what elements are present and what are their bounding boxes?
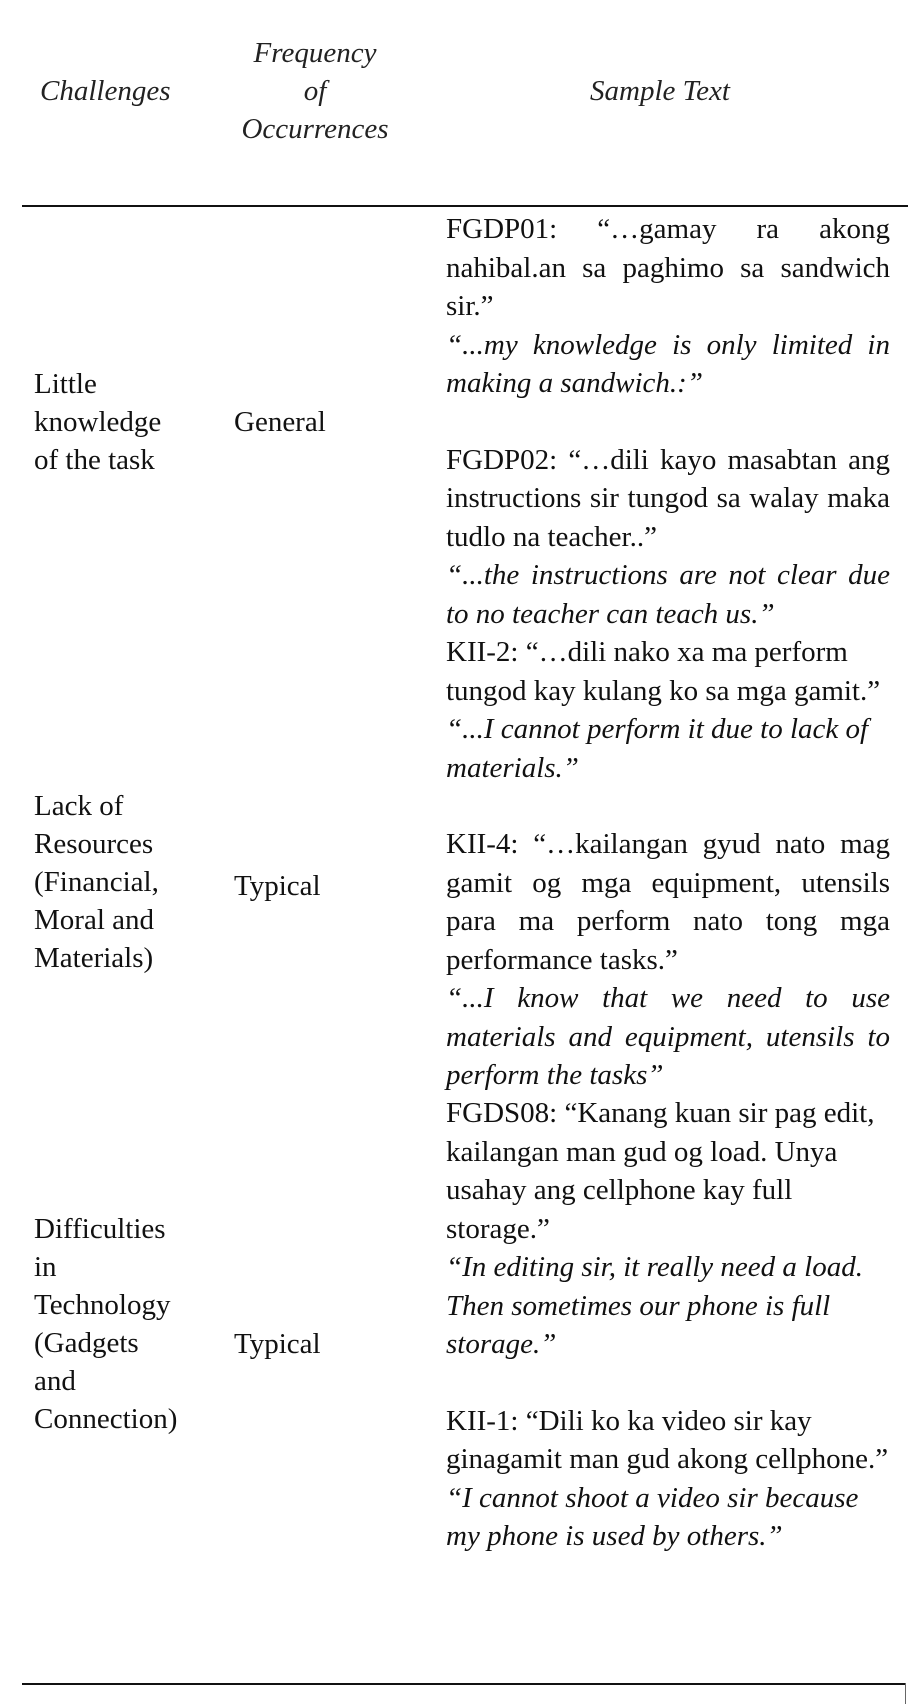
quote-translation: “...I know that we need to use materials and equipment, utensils to perform the tasks” <box>446 982 890 1091</box>
row-2-sample-text <box>446 633 890 1095</box>
challenge-line: Lack of <box>34 790 124 822</box>
row-1-frequency: General <box>234 406 326 438</box>
challenge-line: Materials) <box>34 942 154 974</box>
column-header-frequency-line: of <box>303 75 327 107</box>
challenge-line: Difficulties <box>34 1213 166 1245</box>
quote-original: FGDS08: “Kanang kuan sir pag edit, kailangan man gud og load. Unya usahay ang cellphone kay full storage.” <box>446 1097 875 1245</box>
challenge-line: Moral and <box>34 904 154 936</box>
header-rule <box>22 205 908 207</box>
challenge-line: knowledge <box>34 406 162 438</box>
row-2-challenge <box>34 787 224 977</box>
challenge-line: in <box>34 1251 57 1283</box>
column-header-frequency <box>222 34 408 148</box>
table-edge-rule <box>905 1683 906 1704</box>
row-1-challenge <box>34 365 224 479</box>
quote-translation: “I cannot shoot a video sir because my phone is used by others.” <box>446 1481 859 1552</box>
column-header-sample-text: Sample Text <box>590 75 730 107</box>
row-3-sample-text <box>446 1094 890 1556</box>
quote-translation: “...I cannot perform it due to lack of materials.” <box>446 713 869 784</box>
challenge-line: Resources <box>34 828 154 860</box>
quote-translation: “In editing sir, it really need a load. Then sometimes our phone is full storage.” <box>446 1251 863 1360</box>
column-header-frequency-line: Occurrences <box>241 113 389 145</box>
challenge-line: and <box>34 1365 76 1397</box>
quote-translation: “...the instructions are not clear due to no teacher can teach us.” <box>446 559 890 630</box>
quote-original: KII-1: “Dili ko ka video sir kay ginagamit man gud akong cellphone.” <box>446 1404 889 1475</box>
row-3-challenge <box>34 1210 224 1438</box>
table-bottom-rule <box>22 1683 906 1685</box>
quote-original: FGDP01: “…gamay ra akong nahibal.an sa paghimo sa sandwich sir.” <box>446 213 890 322</box>
row-3-frequency: Typical <box>234 1328 321 1360</box>
quote-original: FGDP02: “…dili kayo masabtan ang instructions sir tungod sa walay maka tudlo na teacher..” <box>446 443 890 553</box>
column-header-challenges: Challenges <box>40 75 171 107</box>
quote-gap <box>446 1364 890 1402</box>
row-1-sample-text <box>446 210 890 633</box>
column-header-frequency-line: Frequency <box>253 37 377 69</box>
challenge-line: (Financial, <box>34 866 159 898</box>
challenge-line: Technology <box>34 1289 171 1321</box>
quote-original: KII-2: “…dili nako xa ma perform tungod kay kulang ko sa mga gamit.” <box>446 636 881 707</box>
row-2-frequency: Typical <box>234 870 321 902</box>
challenge-line: of the task <box>34 444 155 476</box>
quote-original: KII-4: “…kailangan gyud nato mag gamit og mga equipment, utensils para ma perform nato tong mga performance tasks.” <box>446 828 890 976</box>
challenge-line: (Gadgets <box>34 1327 139 1359</box>
challenge-line: Connection) <box>34 1403 178 1435</box>
challenge-line: Little <box>34 368 97 400</box>
quote-translation: “...my knowledge is only limited in making a sandwich.:” <box>446 328 890 399</box>
quote-gap <box>446 787 890 825</box>
quote-gap <box>446 403 890 441</box>
